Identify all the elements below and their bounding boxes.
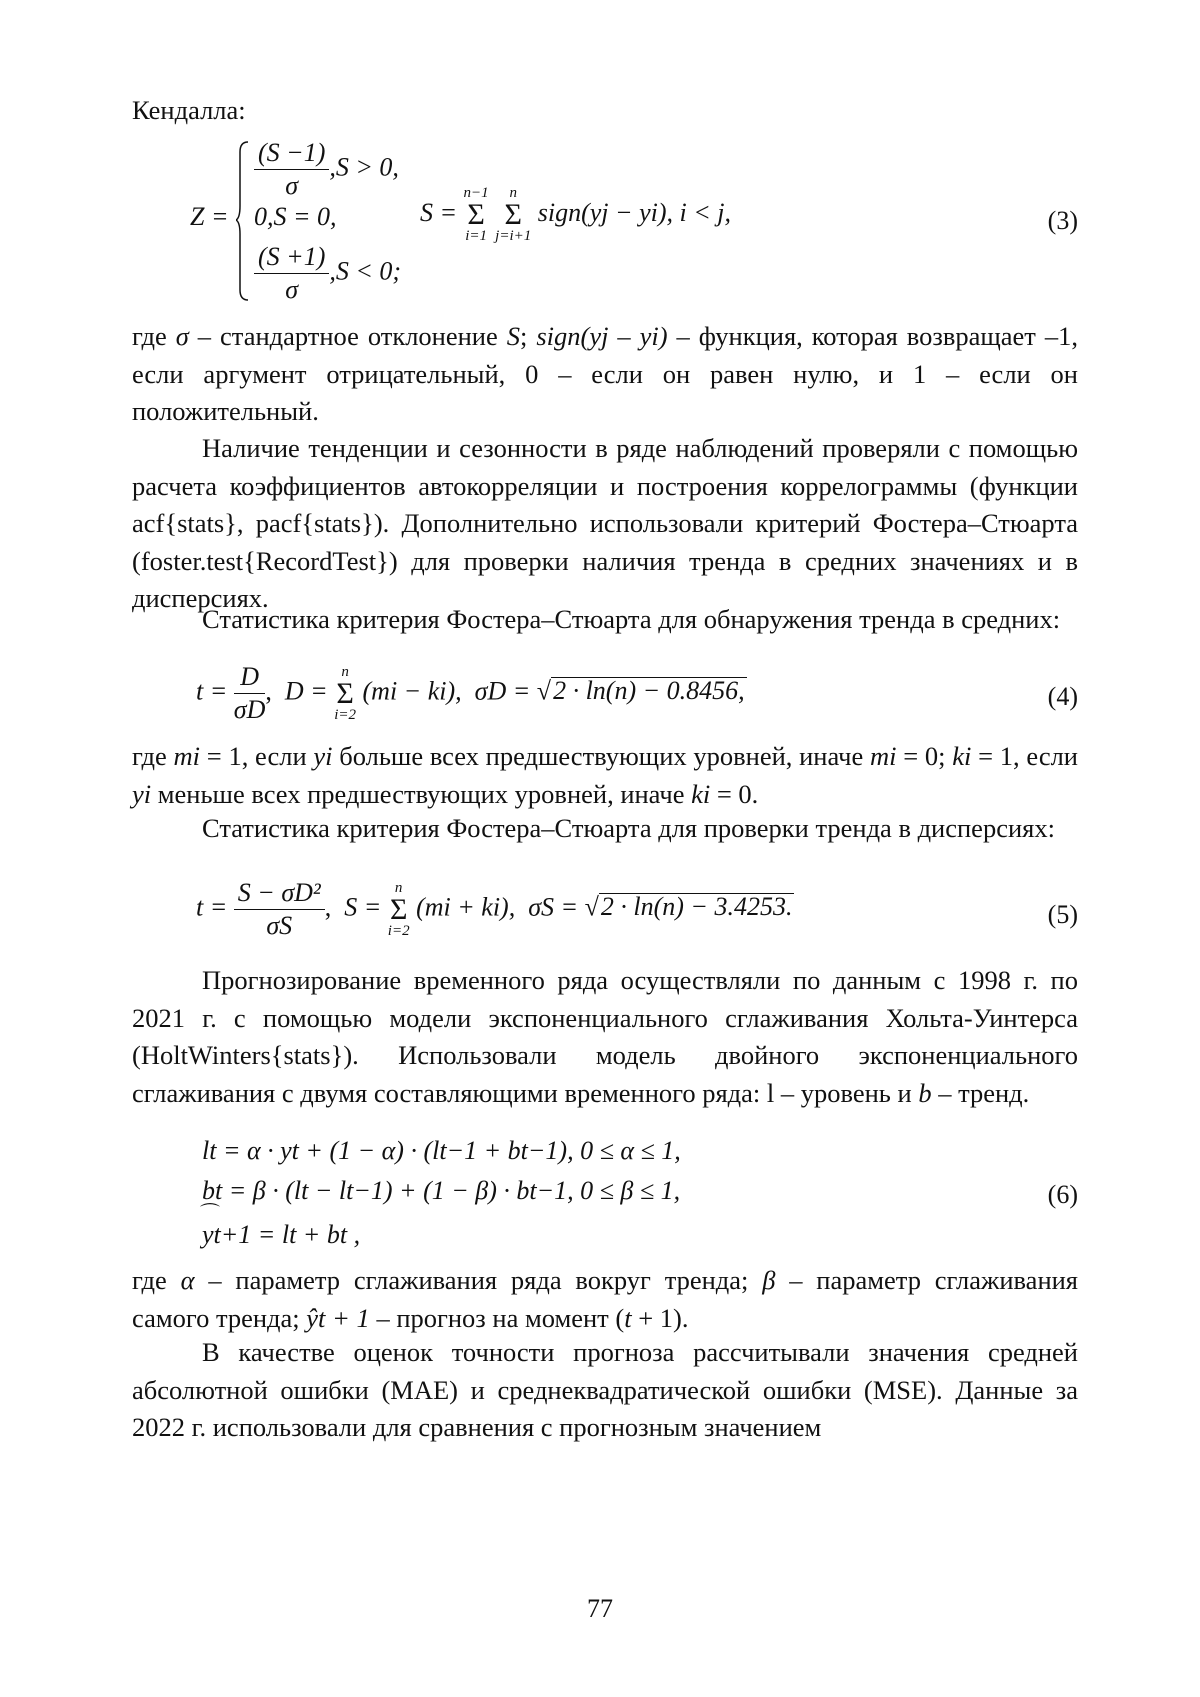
paragraph-trend-seasonality: Наличие тенденции и сезонности в ряде наблюдений проверяли с помощью расчета коэффициентов автокорреляции и построения коррелограммы (функции acf{stats}, pacf{stats}). Дополнительно использовали критерий Фостера–Стюарта (foster.test{RecordTest}) для проверки наличия тренда в средних значениях и в дисперсиях. [132,430,1078,618]
paragraph-foster-means: Статистика критерия Фостера–Стюарта для обнаружения тренда в средних: [132,601,1078,639]
equation-3-number: (3) [1048,206,1078,236]
paragraph-sigma-definition: где σ – стандартное отклонение S; sign(yj – yi) – функция, которая возвращает –1, если аргумент отрицательный, 0 – если он равен нулю, и 1 – если он положительный. [132,318,1078,431]
equation-6-line-1: lt = α · yt + (1 − α) · (lt−1 + bt−1), 0 ≤ α ≤ 1, [202,1138,681,1164]
paragraph-holt-winters: Прогнозирование временного ряда осуществляли по данным с 1998 г. по 2021 г. с помощью модели экспоненциального сглаживания Хольта-Уинтерса (HoltWinters{stats}). Использовали модель двойного экспоненциального сглаживания с двумя составляющими временного ряда: l – уровень и b – тренд. [132,962,1078,1112]
paragraph-alpha-beta-definition: где α – параметр сглаживания ряда вокруг тренда; β – параметр сглаживания самого тренда; ŷt + 1 – прогноз на момент (t + 1). [132,1262,1078,1337]
eq3-z-lhs: Z = [190,204,229,230]
page [0,0,1200,1697]
eq3-brace [236,140,250,302]
yhat-accent: ⌒ yt+1 = lt + bt , [202,1222,360,1248]
paragraph-accuracy: В качестве оценок точности прогноза рассчитывали значения средней абсолютной ошибки (MAE) и среднеквадратической ошибки (MSE). Данные за 2022 г. использовали для сравнения с прогнозным значением [132,1334,1078,1447]
eq3-case1: (S −1) σ ,S > 0, [254,140,399,199]
equation-6-number: (6) [1048,1180,1078,1210]
paragraph-kendall-intro: Кендалла: [132,92,1078,130]
equation-5: t = S − σD² σS , S = n Σ i=2 (mi + ki), σS = √2 · ln(n) − 3.4253. [196,880,794,939]
eq3-case2: 0,S = 0, [254,204,337,230]
page-number: 77 [0,1594,1200,1624]
paragraph-foster-variance: Статистика критерия Фостера–Стюарта для проверки тренда в дисперсиях: [132,810,1078,848]
eq3-case3: (S +1) σ ,S < 0; [254,244,401,303]
equation-5-number: (5) [1048,900,1078,930]
paragraph-m-k-definition: где mi = 1, если yi больше всех предшествующих уровней, иначе mi = 0; ki = 1, если yi меньше всех предшествующих уровней, иначе ki = 0. [132,738,1078,813]
equation-6-line-2: bt = β · (lt − lt−1) + (1 − β) · bt−1, 0 ≤ β ≤ 1, [202,1178,680,1204]
equation-6-line-3 [202,1222,360,1248]
equation-3-s: S = n−1 Σ i=1 n Σ j=i+1 sign(yj − yi), i < j, [420,186,731,244]
equation-4-number: (4) [1048,682,1078,712]
equation-4: t = D σD , D = n Σ i=2 (mi − ki), σD = √2 · ln(n) − 0.8456, [196,664,747,723]
